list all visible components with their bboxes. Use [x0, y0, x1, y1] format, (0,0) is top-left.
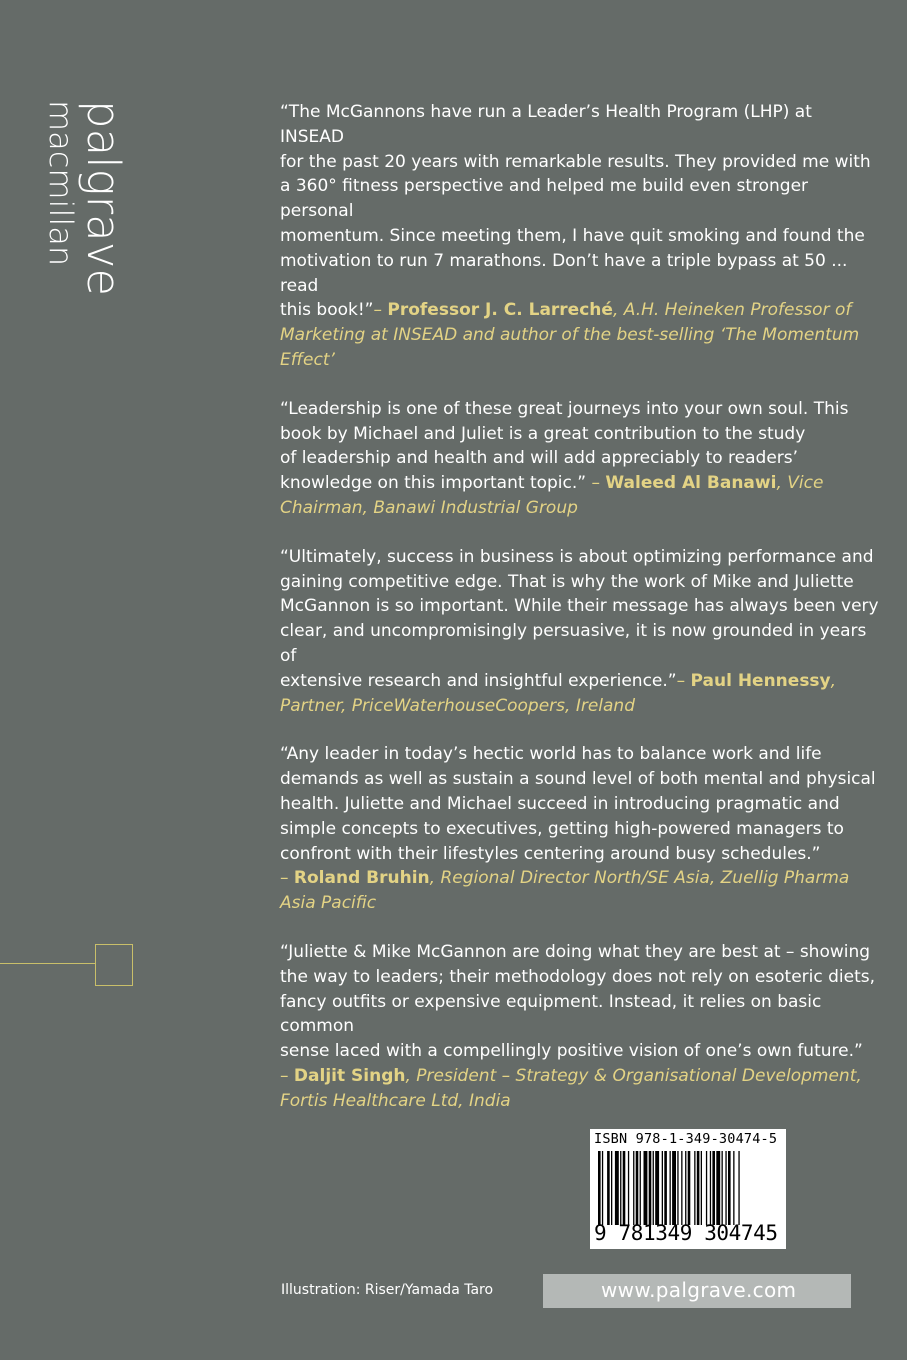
website-bar[interactable]	[543, 1274, 851, 1308]
barcode-stripe	[633, 1151, 634, 1225]
barcode-digits: 9 781349 304745	[594, 1221, 778, 1245]
quote-text: “The McGannons have run a Leader’s Health Program (LHP) at INSEAD for the past 20 years with remarkable results. They provided me with a 360° fitness perspective and helped me build even stronger personal momentum. Since meeting them, I have quit smoking and found the motivation to run 7 marathons. Don’t have a triple bypass at 50 ... read this book!”	[280, 102, 871, 321]
barcode-stripe	[662, 1151, 663, 1225]
quote-text: “Juliette & Mike McGannon are doing what they are best at – showing the way to leaders; their methodology does not rely on esoteric diets, fancy outfits or expensive equipment. Instead, it relies on basic common sense laced with a compellingly positive vision of one’s own future.”	[280, 941, 876, 1062]
decorative-square	[95, 944, 133, 986]
publisher-logo	[40, 100, 130, 300]
barcode-stripe	[644, 1151, 648, 1225]
barcode-stripe	[628, 1151, 629, 1225]
quote-text: “Leadership is one of these great journeys into your own soul. This book by Michael and Juliet is a great contribution to the study of leadership and health and will add appreciably to readers’ knowledge on this important topic.”	[280, 398, 849, 494]
barcode-stripe	[670, 1151, 671, 1225]
barcode-stripe	[655, 1151, 659, 1225]
barcode-stripe	[733, 1151, 734, 1225]
website-link[interactable]: www.palgrave.com	[601, 1278, 797, 1302]
barcode-stripe	[722, 1151, 723, 1225]
isbn-label: ISBN 978-1-349-30474-5	[594, 1131, 778, 1147]
barcode-stripe	[672, 1151, 676, 1225]
barcode-stripe	[688, 1151, 691, 1225]
decorative-line	[0, 963, 95, 964]
quote-dash: –	[280, 868, 294, 889]
barcode-stripe	[611, 1151, 612, 1225]
quote-author: Roland Bruhin	[293, 868, 430, 889]
barcode-stripe	[706, 1151, 707, 1225]
endorsement-1	[280, 100, 880, 373]
barcode-stripe	[725, 1151, 726, 1225]
endorsement-2	[280, 397, 880, 521]
barcode-stripe	[685, 1151, 686, 1225]
barcode-stripe	[697, 1151, 700, 1225]
endorsement-4	[280, 742, 880, 916]
barcode-stripe	[728, 1151, 731, 1225]
barcode-stripe	[694, 1151, 695, 1225]
barcode-bars	[598, 1151, 780, 1225]
quote-author: Paul Hennessy	[690, 670, 831, 691]
barcode-stripe	[640, 1151, 641, 1225]
quote-dash: –	[676, 670, 691, 691]
quote-author-title: , Partner, PriceWaterhouseCoopers, Ireland	[280, 670, 837, 716]
endorsements	[280, 100, 880, 1137]
barcode-stripe	[620, 1151, 621, 1225]
quote-author-title: , A.H. Heineken Professor of Marketing at INSEAD and author of the best-selling ‘The Momentum Effect’	[280, 300, 860, 370]
barcode-stripe	[649, 1151, 652, 1225]
quote-dash: –	[591, 473, 606, 494]
illustration-credit: Illustration: Riser/Yamada Taro	[281, 1282, 494, 1298]
barcode-stripe	[710, 1151, 711, 1225]
quote-author: Daljit Singh	[293, 1065, 406, 1086]
quote-author-title: , President – Strategy & Organisational Development, Fortis Healthcare Ltd, India	[280, 1065, 862, 1111]
barcode-stripe	[602, 1151, 603, 1225]
barcode-stripe	[712, 1151, 715, 1225]
barcode-stripe	[623, 1151, 626, 1225]
barcode-stripe	[653, 1151, 654, 1225]
endorsement-5	[280, 940, 880, 1114]
barcode-stripe	[677, 1151, 678, 1225]
quote-author: Waleed Al Banawi	[605, 473, 777, 494]
quote-author: Professor J. C. Larreché	[387, 300, 613, 321]
quote-text: “Any leader in today’s hectic world has to balance work and life demands as well as sustain a sound level of both mental and physical health. Juliette and Michael succeed in introducing pragmatic and simple concepts to executives, getting high-powered managers to confront with their lifestyles centering around busy schedules.”	[280, 744, 876, 864]
quote-dash: –	[373, 300, 388, 321]
barcode-stripe	[681, 1151, 682, 1225]
barcode-stripe	[701, 1151, 702, 1225]
endorsement-3	[280, 545, 880, 719]
isbn-barcode	[590, 1129, 786, 1249]
barcode-stripe	[615, 1151, 619, 1225]
barcode-stripe	[716, 1151, 720, 1225]
barcode-stripe	[636, 1151, 639, 1225]
publisher-line1: palgrave	[77, 100, 130, 297]
quote-dash: –	[280, 1065, 294, 1086]
barcode-stripe	[738, 1151, 739, 1225]
barcode-stripe	[607, 1151, 610, 1225]
publisher-line2: macmillan	[42, 100, 80, 267]
barcode-stripe	[664, 1151, 667, 1225]
barcode-stripe	[598, 1151, 601, 1225]
quote-text: “Ultimately, success in business is about optimizing performance and gaining competitive edge. That is why the work of Mike and Juliette McGannon is so important. While their message has always been very clear, and uncompromisingly persuasive, it is now grounded in years of extensive research and insightful experience.”	[280, 546, 879, 691]
quote-author-title: , Regional Director North/SE Asia, Zuellig Pharma Asia Pacific	[280, 868, 850, 914]
quote-author-title: , Vice Chairman, Banawi Industrial Group	[280, 473, 824, 518]
